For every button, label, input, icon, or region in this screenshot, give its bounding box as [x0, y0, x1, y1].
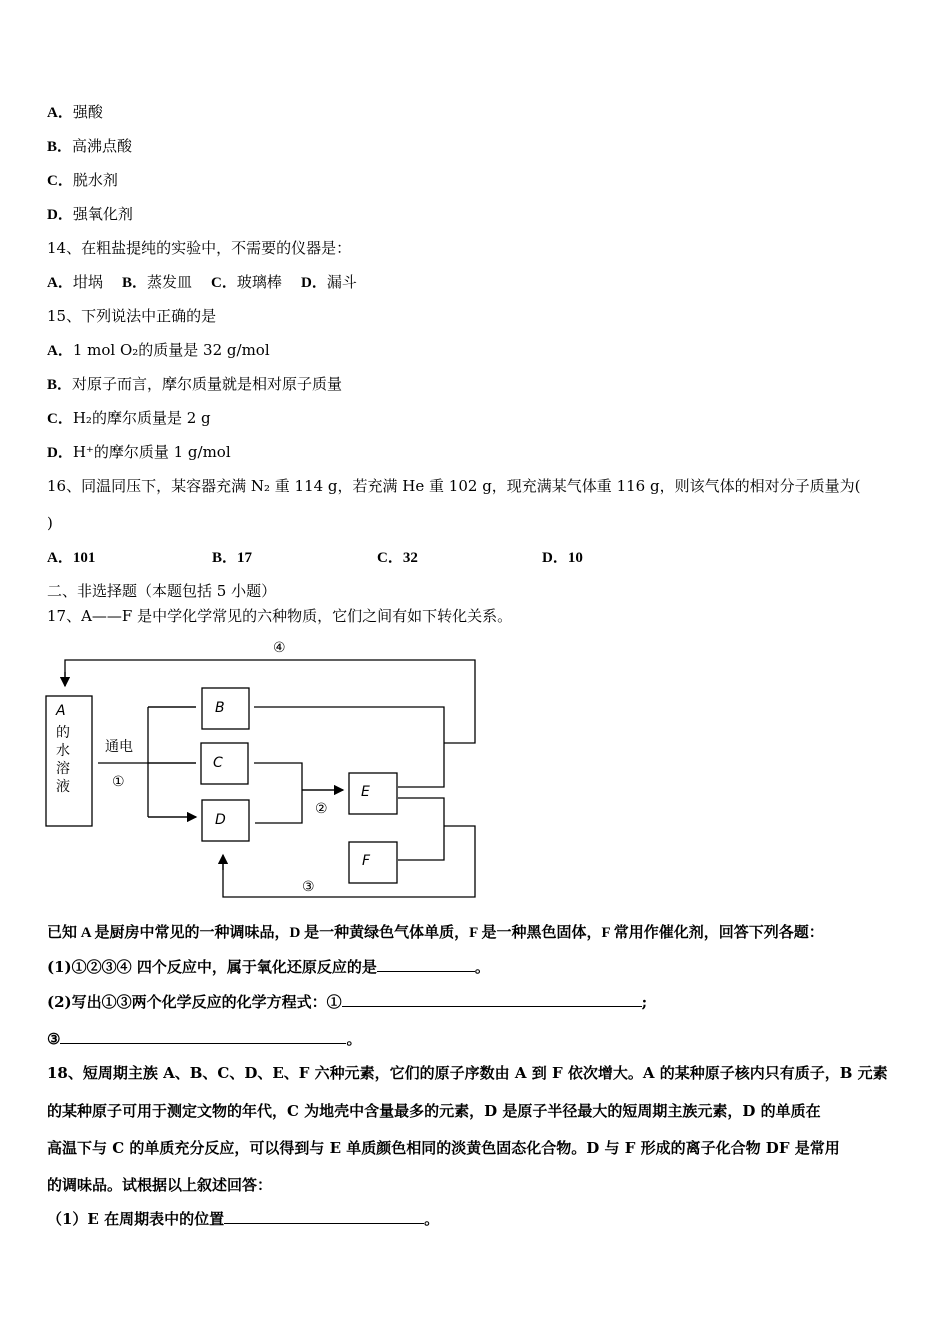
q18-line: 的某种原子可用于测定文物的年代，C 为地壳中含量最多的元素，D 是原子半径最大的短周期主族元素，D 的单质在: [47, 1102, 821, 1120]
q15-option-b: B．对原子而言，摩尔质量就是相对原子质量: [47, 375, 343, 393]
q16-option-c: C．32: [377, 550, 418, 566]
q17-part1: (1)①②③④ 四个反应中，属于氧化还原反应的是 。: [47, 958, 490, 976]
q17-part3: ③ 。: [47, 1030, 362, 1048]
q15-option-a: A．1 mol O₂的质量是 32 g/mol: [47, 341, 270, 359]
box-f: [349, 842, 397, 883]
q15-option-c: C．H₂的摩尔质量是 2 g: [47, 409, 211, 427]
q17-stem: 17、A——F 是中学化学常见的六种物质，它们之间有如下转化关系。: [47, 607, 513, 625]
label-a: A: [56, 703, 66, 719]
svg-text:B: B: [215, 700, 225, 716]
q13-option-c: C．脱水剂: [47, 171, 118, 189]
svg-text:③: ③: [302, 879, 315, 895]
q16-option-b: B．17: [212, 550, 253, 566]
q13-option-d: D．强氧化剂: [47, 205, 133, 223]
q18-line: 高温下与 C 的单质充分反应，可以得到与 E 单质颜色相同的淡黄色固态化合物。D 与 F 形成的离子化合物 DF 是常用: [47, 1139, 840, 1157]
box-b: [202, 688, 249, 729]
q18-line: 的调味品。试根据以上叙述回答：: [47, 1176, 273, 1194]
section-heading: 二、非选择题（本题包括 5 小题）: [47, 582, 277, 600]
svg-text:F: F: [362, 853, 371, 869]
box-e: [349, 773, 397, 814]
q16-option-a: A．101: [47, 550, 96, 566]
svg-text:水: 水: [56, 743, 70, 759]
q16-stem: 16、同温同压下，某容器充满 N₂ 重 114 g，若充满 He 重 102 g，现充满某气体重 116 g，则该气体的相对分子质量为(: [47, 477, 861, 495]
svg-text:的: 的: [56, 725, 70, 741]
q17-info: 已知 A 是厨房中常见的一种调味品，D 是一种黄绿色气体单质，F 是一种黑色固体，F 常用作催化剂，回答下列各题：: [47, 925, 824, 941]
q15-stem: 15、下列说法中正确的是: [47, 307, 217, 325]
q15-option-d: D．H⁺的摩尔质量 1 g/mol: [47, 443, 231, 461]
q18-line: 18、短周期主族 A、B、C、D、E、F 六种元素，它们的原子序数由 A 到 F 依次增大。A 的某种原子核内只有质子，B 元素: [47, 1064, 888, 1082]
q16-option-d: D．10: [542, 550, 583, 566]
svg-text:D: D: [215, 812, 226, 828]
svg-text:④: ④: [273, 640, 286, 656]
q18-part1: （1）E 在周期表中的位置 。: [47, 1210, 440, 1228]
svg-text:E: E: [361, 784, 370, 800]
q13-option-b: B．高沸点酸: [47, 137, 133, 155]
electrolysis-label: 通电: [105, 739, 133, 755]
q17-part2: (2)写出①③两个化学反应的化学方程式：① ;: [47, 993, 648, 1011]
q14-stem: 14、在粗盐提纯的实验中，不需要的仪器是：: [47, 239, 352, 257]
svg-text:液: 液: [56, 779, 70, 795]
svg-text:②: ②: [315, 801, 328, 817]
q16-stem-end: ): [47, 514, 53, 532]
svg-text:溶: 溶: [56, 761, 70, 777]
svg-text:①: ①: [112, 774, 125, 790]
q13-option-a: A．强酸: [47, 103, 103, 121]
box-c: [201, 743, 248, 784]
svg-text:C: C: [213, 755, 223, 771]
q14-options: A．坩埚 B．蒸发皿 C．玻璃棒 D．漏斗: [47, 273, 357, 291]
